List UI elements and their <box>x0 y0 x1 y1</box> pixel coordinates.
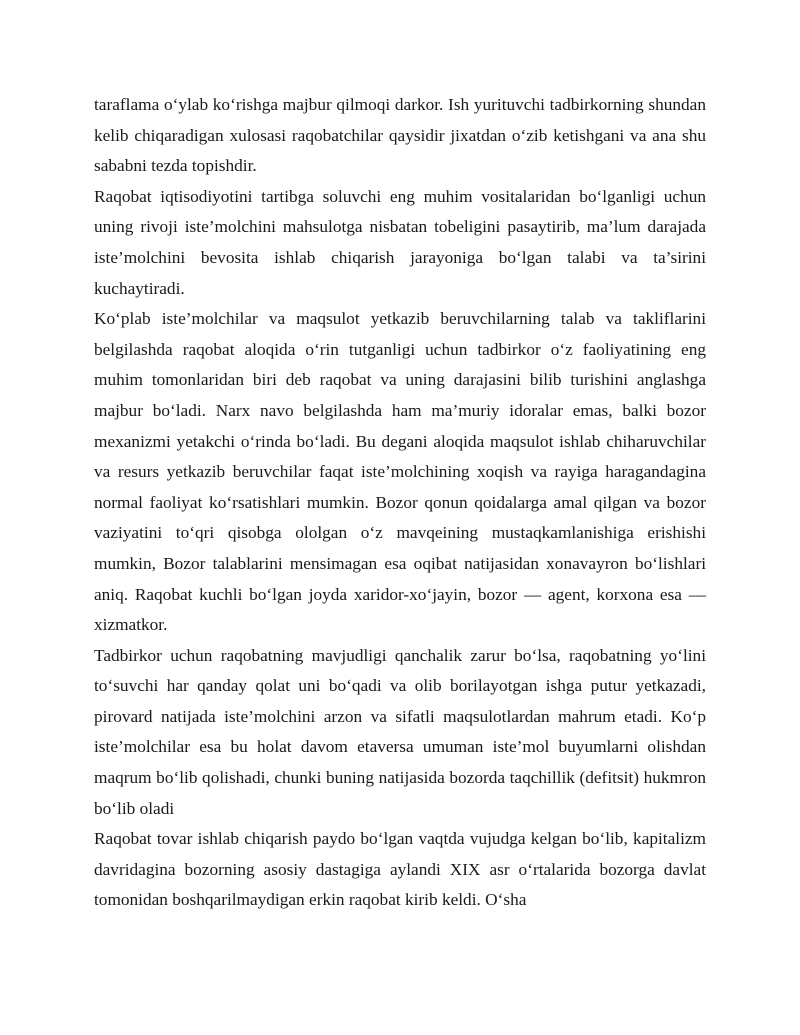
document-page <box>94 90 706 916</box>
paragraph: Ko‘plab iste’molchilar va maqsulot yetkazib beruvchilarning talab va takliflarini belgilashda raqobat aloqida o‘rin tutganligi uchun tadbirkor o‘z faoliyatining eng muhim tomonlaridan biri deb raqobat va uning darajasini bilib turishini anglashga majbur bo‘ladi. Narx navo belgilashda ham ma’muriy idoralar emas, balki bozor mexanizmi yetakchi o‘rinda bo‘ladi. Bu degani aloqida maqsulot ishlab chiharuvchilar va resurs yetkazib beruvchilar faqat iste’molchining xoqish va rayiga haragandagina normal faoliyat ko‘rsatishlari mumkin. Bozor qonun qoidalarga amal qilgan va bozor vaziyatini to‘qri qisobga ololgan o‘z mavqeining mustaqkamlanishiga erishishi mumkin, Bozor talablarini mensimagan esa oqibat natijasidan xonavayron bo‘lishlari aniq. Raqobat kuchli bo‘lgan joyda xaridor-xo‘jayin, bozor — agent, korxona esa — xizmatkor. <box>94 309 706 635</box>
paragraph: Raqobat tovar ishlab chiqarish paydo bo‘lgan vaqtda vujudga kelgan bo‘lib, kapitalizm davridagina bozorning asosiy dastagiga aylandi XIX asr o‘rtalarida bozorga davlat tomonidan boshqarilmaydigan erkin raqobat kirib keldi. O‘sha <box>94 829 706 910</box>
paragraph: Raqobat iqtisodiyotini tartibga soluvchi eng muhim vositalaridan bo‘lganligi uchun uning rivoji iste’molchini mahsulotga nisbatan tobeligini pasaytirib, ma’lum darajada iste’molchini bevosita ishlab chiqarish jarayoniga bo‘lgan talabi va ta’sirini kuchaytiradi. <box>94 186 706 298</box>
paragraph: taraflama o‘ylab ko‘rishga majbur qilmoqi darkor. Ish yurituvchi tadbirkorning shundan kelib chiqaradigan xulosasi raqobatchilar qaysidir jixatdan o‘zib ketishgani va ana shu sababni tezda topishdir. <box>94 95 706 176</box>
paragraph: Tadbirkor uchun raqobatning mavjudligi qanchalik zarur bo‘lsa, raqobatning yo‘lini to‘suvchi har qanday qolat uni bo‘qadi va olib borilayotgan ishga putur yetkazadi, pirovard natijada iste’molchini arzon va sifatli maqsulotlardan mahrum etadi. Ko‘p iste’molchilar esa bu holat davom etaversa umuman iste’mol buyumlarni olishdan maqrum bo‘lib qolishadi, chunki buning natijasida bozorda taqchillik (defitsit) hukmron bo‘lib oladi <box>94 645 706 818</box>
